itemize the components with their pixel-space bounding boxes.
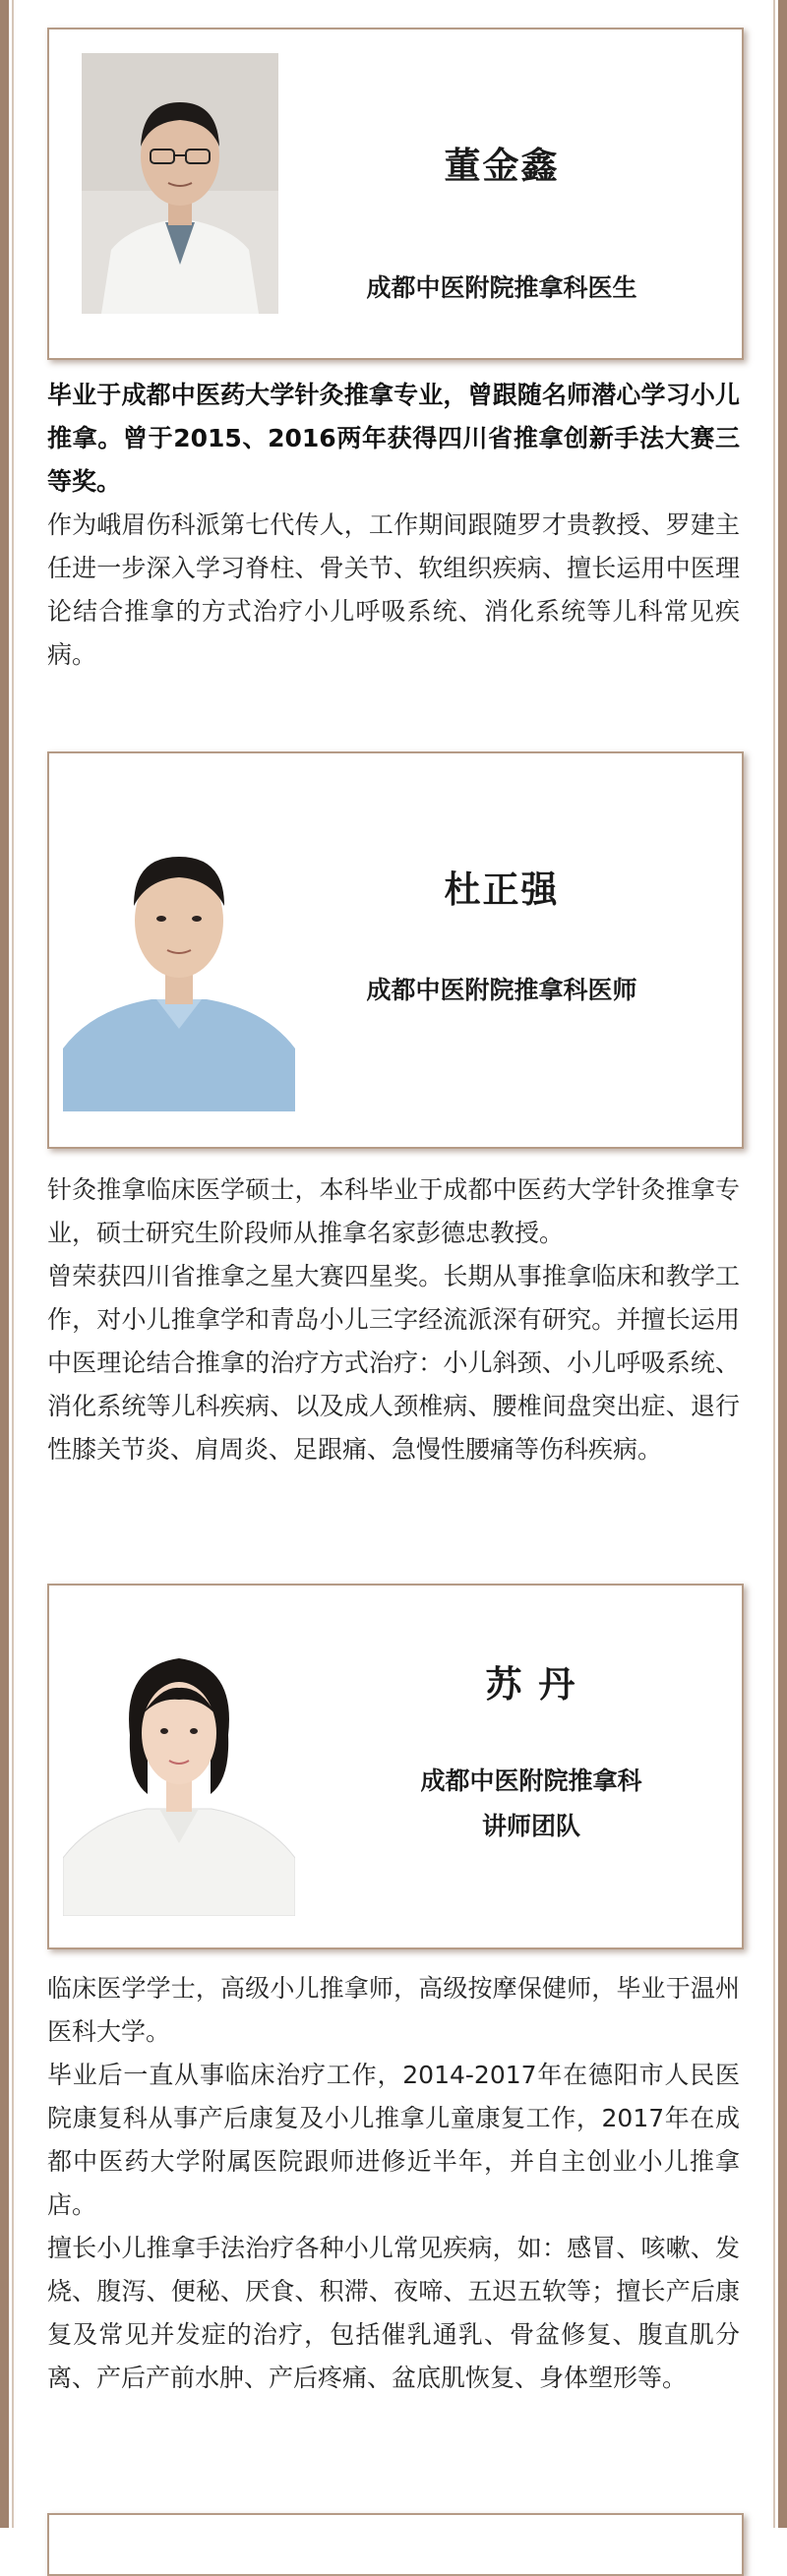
doctor-name: 苏 丹 — [485, 1663, 577, 1706]
bio-paragraph: 毕业后一直从事临床治疗工作，2014-2017年在德阳市人民医院康复科从事产后康复及小儿推拿儿童康复工作，2017年在成都中医药大学附属医院跟师进修近半年，并自主创业小儿推拿店。 — [47, 2061, 740, 2219]
doctor-bio-3 — [47, 1967, 740, 2400]
doctor-title — [344, 1759, 718, 1849]
doctor-photo — [63, 1607, 295, 1916]
bio-paragraph: 针灸推拿临床医学硕士，本科毕业于成都中医药大学针灸推拿专业，硕士研究生阶段师从推拿名家彭德忠教授。 — [47, 1175, 740, 1247]
doctor-photo — [82, 53, 278, 314]
page-frame-right — [778, 0, 787, 2528]
doctor-card-4-partial — [47, 2513, 744, 2576]
doctor-name: 董金鑫 — [444, 145, 560, 187]
bio-paragraph: 毕业于成都中医药大学针灸推拿专业，曾跟随名师潜心学习小儿推拿。曾于2015、2016两年获得四川省推拿创新手法大赛三等奖。 — [47, 381, 740, 496]
doctor-photo — [63, 803, 295, 1111]
bio-paragraph: 曾荣获四川省推拿之星大赛四星奖。长期从事推拿临床和教学工作，对小儿推拿学和青岛小儿三字经流派深有研究。并擅长运用中医理论结合推拿的治疗方式治疗：小儿斜颈、小儿呼吸系统、消化系统等儿科疾病、以及成人颈椎病、腰椎间盘突出症、退行性膝关节炎、肩周炎、足跟痛、急慢性腰痛等伤科疾病。 — [47, 1262, 740, 1464]
doctor-photo-male-blue-shirt-icon — [63, 803, 295, 1111]
doctor-photo-female-white-coat-icon — [63, 1607, 295, 1916]
doctor-title-line: 成都中医附院推拿科医生 — [366, 273, 637, 302]
doctor-title — [325, 968, 679, 1013]
doctor-photo-male-white-coat-icon — [82, 53, 278, 314]
doctor-bio-1 — [47, 374, 740, 677]
bio-paragraph: 作为峨眉伤科派第七代传人，工作期间跟随罗才贵教授、罗建主任进一步深入学习脊柱、骨关节、软组织疾病、擅长运用中医理论结合推拿的方式治疗小儿呼吸系统、消化系统等儿科常见疾病。 — [47, 510, 740, 669]
doctor-bio-2 — [47, 1168, 740, 1471]
doctor-title-line: 成都中医附院推拿科医师 — [366, 976, 637, 1004]
doctor-title-line: 成都中医附院推拿科 — [420, 1767, 642, 1795]
bio-paragraph: 擅长小儿推拿手法治疗各种小儿常见疾病，如：感冒、咳嗽、发烧、腹泻、便秘、厌食、积滞、夜啼、五迟五软等；擅长产后康复及常见并发症的治疗，包括催乳通乳、骨盆修复、腹直肌分离、产后产前水肿、产后疼痛、盆底肌恢复、身体塑形等。 — [47, 2234, 740, 2392]
bio-paragraph: 临床医学学士，高级小儿推拿师，高级按摩保健师，毕业于温州医科大学。 — [47, 1974, 740, 2046]
doctor-title-line: 讲师团队 — [481, 1812, 580, 1840]
doctor-card-2 — [47, 751, 744, 1149]
doctor-card-3 — [47, 1584, 744, 1949]
page-frame-left — [0, 0, 9, 2528]
doctor-title — [325, 266, 679, 311]
doctor-card-1 — [47, 28, 744, 360]
doctor-name: 杜正强 — [444, 869, 560, 911]
